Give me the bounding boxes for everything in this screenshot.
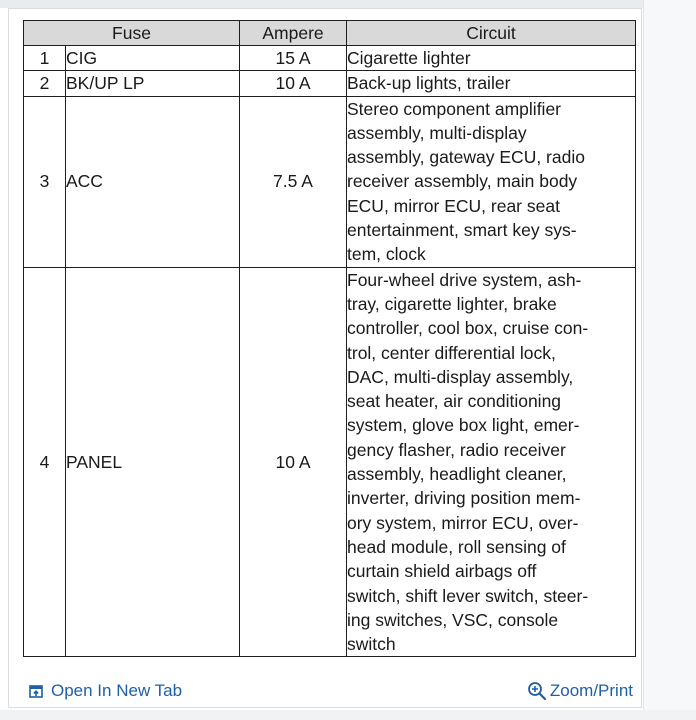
circuit-line: assembly, gateway ECU, radio [347, 147, 585, 168]
row-number: 4 [24, 267, 66, 657]
ampere-value: 15 A [240, 46, 347, 71]
right-rail [643, 0, 696, 720]
circuit-line: ory system, mirror ECU, over- [347, 512, 579, 533]
circuit-line: gency flasher, radio receiver [347, 439, 566, 460]
circuit-line: Four-wheel drive system, ash- [347, 269, 582, 290]
ampere-value: 10 A [240, 71, 347, 96]
header-circuit: Circuit [347, 21, 636, 46]
circuit-text: Back-up lights, trailer [347, 71, 636, 96]
circuit-line: ECU, mirror ECU, rear seat [347, 195, 560, 216]
circuit-line: receiver assembly, main body [347, 171, 578, 192]
fuse-name: PANEL [66, 267, 240, 657]
header-ampere: Ampere [240, 21, 347, 46]
ampere-value: 7.5 A [240, 96, 347, 267]
circuit-line: trol, center differential lock, [347, 342, 556, 363]
circuit-line: system, glove box light, emer- [347, 415, 580, 436]
circuit-text: Cigarette lighter [347, 46, 636, 71]
circuit-line: ing switches, VSC, console [347, 609, 559, 630]
fuse-name: CIG [66, 46, 240, 71]
table-row [24, 96, 636, 267]
circuit-line: assembly, multi-display [347, 122, 527, 143]
card-footer [29, 681, 633, 705]
zoom-print-label: Zoom/Print [549, 681, 633, 700]
circuit-line: assembly, headlight cleaner, [347, 464, 567, 485]
open-new-tab-label: Open In New Tab [51, 681, 183, 700]
circuit-line: head module, roll sensing of [347, 536, 566, 557]
circuit-line: DAC, multi-display assembly, [347, 366, 574, 387]
circuit-line: switch, shift lever switch, steer- [347, 585, 589, 606]
zoom-print-link[interactable] [527, 681, 633, 701]
circuit-line: controller, cool box, cruise con- [347, 318, 589, 339]
table-row [24, 46, 636, 71]
fuse-name: BK/UP LP [66, 71, 240, 96]
circuit-line: Stereo component amplifier [347, 98, 561, 119]
circuit-line: seat heater, air conditioning [347, 391, 562, 412]
table-row [24, 71, 636, 96]
table-row [24, 267, 636, 657]
bottom-strip [0, 710, 696, 720]
fuse-table-card [8, 8, 642, 708]
top-strip [0, 0, 696, 8]
row-number: 2 [24, 71, 66, 96]
circuit-text [347, 96, 636, 267]
circuit-line: tem, clock [347, 244, 426, 265]
row-number: 1 [24, 46, 66, 71]
row-number: 3 [24, 96, 66, 267]
zoom-in-icon [527, 681, 547, 701]
fuse-name: ACC [66, 96, 240, 267]
header-fuse: Fuse [24, 21, 240, 46]
circuit-line: curtain shield airbags off [347, 561, 537, 582]
open-new-tab-icon [29, 685, 43, 698]
table-header-row [24, 21, 636, 46]
circuit-line: tray, cigarette lighter, brake [347, 293, 557, 314]
circuit-line: switch [347, 634, 396, 655]
open-new-tab-link[interactable] [29, 681, 182, 701]
ampere-value: 10 A [240, 267, 347, 657]
circuit-line: inverter, driving position mem- [347, 488, 581, 509]
fuse-table [23, 20, 636, 657]
circuit-text [347, 267, 636, 657]
circuit-line: entertainment, smart key sys- [347, 220, 577, 241]
